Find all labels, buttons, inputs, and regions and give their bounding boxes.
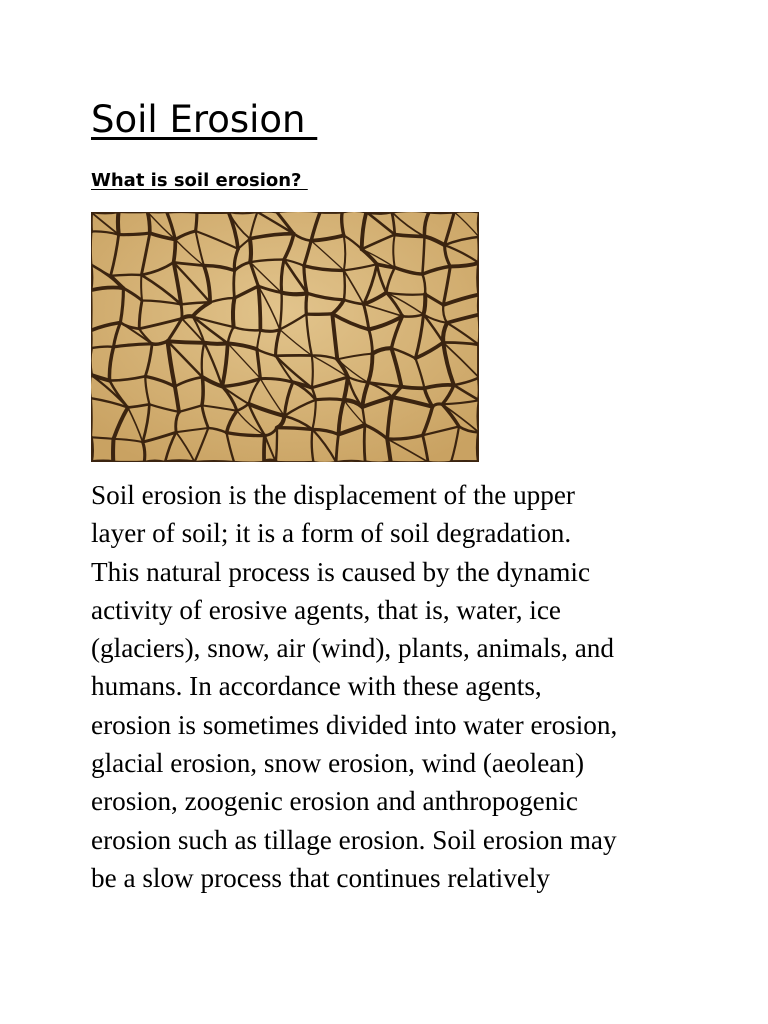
crack-line bbox=[264, 461, 276, 462]
crack-line bbox=[91, 212, 119, 213]
crack-line bbox=[276, 428, 277, 462]
body-line: be a slow process that continues relatively bbox=[91, 862, 551, 893]
crack-line bbox=[91, 437, 92, 462]
body-line: erosion such as tillage erosion. Soil erosion may bbox=[91, 824, 617, 855]
crack-line bbox=[168, 341, 205, 343]
body-line: humans. In accordance with these agents, bbox=[91, 671, 542, 702]
crack-line bbox=[478, 263, 479, 295]
crack-line bbox=[312, 356, 313, 388]
crack-line bbox=[91, 265, 92, 291]
crack-line bbox=[260, 330, 279, 332]
crack-line bbox=[229, 212, 258, 213]
crack-line bbox=[118, 212, 119, 235]
body-line: layer of soil; it is a form of soil degradation. bbox=[91, 518, 572, 549]
crack-line bbox=[141, 275, 142, 301]
crack-line bbox=[424, 294, 426, 314]
crack-line bbox=[258, 286, 260, 330]
crack-line bbox=[478, 432, 479, 462]
cracked-earth-image bbox=[91, 212, 479, 462]
section-heading: What is soil erosion? bbox=[91, 170, 308, 191]
crack-line bbox=[202, 377, 203, 405]
body-line: erosion, zoogenic erosion and anthropogenic bbox=[91, 786, 578, 817]
crack-line bbox=[233, 298, 234, 327]
body-line: (glaciers), snow, air (wind), plants, animals, and bbox=[91, 633, 614, 664]
body-line: erosion is sometimes divided into water erosion, bbox=[91, 709, 618, 740]
crack-line bbox=[364, 425, 365, 462]
crack-line bbox=[478, 295, 479, 315]
cracked-earth-illustration bbox=[91, 212, 479, 462]
crack-line bbox=[316, 399, 344, 400]
crack-line bbox=[429, 212, 454, 213]
body-line: This natural process is caused by the dynamic bbox=[91, 556, 591, 587]
crack-line bbox=[478, 212, 479, 237]
crack-line bbox=[264, 436, 265, 462]
crack-line bbox=[234, 271, 235, 299]
crack-line bbox=[196, 212, 197, 231]
body-line: glacial erosion, snow erosion, wind (aeolean) bbox=[91, 748, 584, 779]
crack-line bbox=[478, 400, 479, 432]
crack-line bbox=[119, 233, 150, 235]
crack-line bbox=[174, 240, 176, 263]
crack-line bbox=[401, 387, 424, 389]
crack-line bbox=[91, 398, 92, 437]
page-title: Soil Erosion bbox=[91, 98, 318, 141]
body-paragraph bbox=[91, 476, 701, 897]
crack-line bbox=[111, 275, 142, 276]
crack-line bbox=[277, 428, 313, 430]
crack-line bbox=[144, 461, 165, 462]
crack-line bbox=[165, 461, 195, 462]
crack-line bbox=[148, 212, 150, 233]
crack-line bbox=[91, 461, 113, 462]
crack-line bbox=[250, 239, 251, 263]
crack-line bbox=[306, 293, 307, 314]
body-line: Soil erosion is the displacement of the upper bbox=[91, 480, 575, 510]
crack-line bbox=[395, 235, 425, 237]
crack-line bbox=[182, 316, 193, 318]
crack-line bbox=[366, 212, 391, 213]
crack-line bbox=[344, 270, 345, 300]
crack-line bbox=[195, 461, 234, 462]
crack-line bbox=[282, 293, 308, 295]
body-line: activity of erosive agents, that is, water, ice bbox=[91, 594, 561, 625]
crack-line bbox=[204, 343, 227, 344]
crack-line bbox=[336, 461, 365, 462]
